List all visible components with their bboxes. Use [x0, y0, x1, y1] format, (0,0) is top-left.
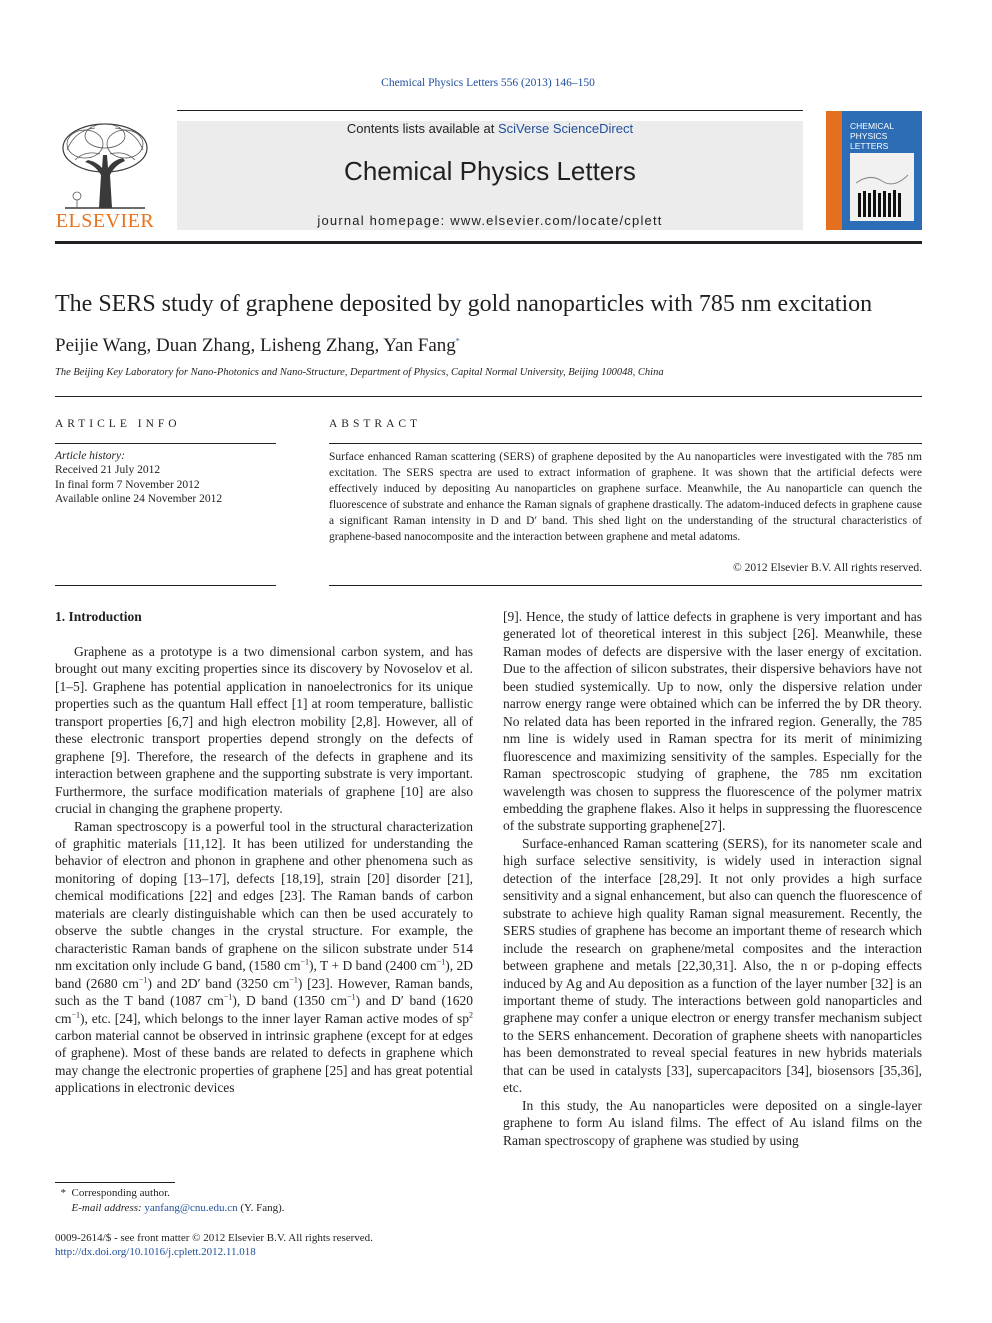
section-heading-introduction: 1. Introduction — [55, 609, 142, 624]
footnote — [55, 1186, 285, 1216]
corresponding-label: Corresponding author. — [71, 1187, 170, 1199]
footnote-mark: * — [60, 1187, 66, 1199]
text-run: ) and D′ band (1620 cm — [55, 993, 473, 1026]
paragraph: In this study, the Au nanoparticles were deposited on a single-layer graphene to form Au island films. The effect of Au island films on the Raman spectroscopy of graphene was studied by using — [503, 1097, 922, 1148]
issn-line: 0009-2614/$ - see front matter © 2012 Elsevier B.V. All rights reserved. — [55, 1232, 373, 1244]
article-info-rule — [55, 443, 276, 444]
contents-line — [177, 121, 803, 136]
sciencedirect-link[interactable]: SciVerse ScienceDirect — [497, 121, 634, 136]
superscript: −1 — [347, 992, 356, 1002]
superscript: −1 — [289, 975, 298, 985]
body-column-right — [503, 608, 922, 1149]
text-run: ), etc. [24], which belongs to the inner layer Raman active modes of sp — [80, 1010, 469, 1026]
abstract-heading: ABSTRACT — [329, 418, 422, 430]
email-label: E-mail address: — [71, 1202, 142, 1214]
header-top-rule — [177, 110, 803, 111]
article-history — [55, 449, 222, 507]
article-title: The SERS study of graphene deposited by gold nanoparticles with 785 nm excitation — [55, 291, 873, 317]
footnote-rule — [55, 1182, 175, 1183]
footnote-email — [55, 1201, 285, 1216]
received-date: Received 21 July 2012 — [55, 464, 161, 477]
superscript: −1 — [223, 992, 233, 1002]
history-label: Article history: — [55, 450, 125, 462]
superscript: 2 — [469, 1010, 473, 1020]
text-run: ), 2D band (2680 cm — [55, 958, 473, 991]
paragraph — [55, 818, 473, 1097]
contents-prefix: Contents lists available at — [346, 121, 498, 136]
cover-title-line: PHYSICS — [850, 131, 888, 141]
authors-text: Peijie Wang, Duan Zhang, Lisheng Zhang, Yan Fang — [55, 335, 456, 356]
journal-citation[interactable]: Chemical Physics Letters 556 (2013) 146–150 — [381, 77, 595, 89]
cover-title-line: LETTERS — [850, 141, 889, 151]
corresponding-author-mark[interactable]: * — [455, 336, 460, 346]
author-list — [55, 335, 460, 357]
paragraph: [9]. Hence, the study of lattice defects in graphene is very important and has generated lot of theoretical interest in this subject [26]. Meanwhile, these Raman modes of defects are dispersive with the laser energy of excitation. Due to the affection of silicon substrates, their dispersive behaviors have not been studied systemically. Up to now, only the dispersive relation under narrow energy range were obtained which can be inferred the by DR theory. No related data has been reported in the infrared region. Generally, the 785 nm line is widely used in Raman spectra for its merit of minimizing fluorescence and maximizing sensitivity of the samples. Especially for the Raman spectroscopic studying of graphene, the 785 nm excitation wavelength was chosen to suppress the fluorescence of the polymer matrix embedding the graphene flakes. Also it helps in suppressing the fluorescence of the substrate supporting graphene[27]. — [503, 609, 922, 834]
article-info-bottom-rule — [55, 585, 276, 586]
bottom-info — [55, 1231, 373, 1259]
tree-icon — [55, 120, 155, 210]
cover-title-line: CHEMICAL — [850, 121, 894, 131]
online-date: Available online 24 November 2012 — [55, 493, 223, 506]
elsevier-wordmark: ELSEVIER — [55, 210, 155, 232]
paragraph: Surface-enhanced Raman scattering (SERS), for its nanometer scale and high surface selective sensitivity, is widely used in interaction signal detection of the interface [28,29]. It not only provides a high surface sensitivity and a signal enhancement, but also can quench the fluorescence of substrate to achieve high quality Raman signal measurement. Recently, the SERS studies of graphene has become an important theme of research which include the research on graphene/metal composites and the interaction between graphene and metals [22,30,31]. Also, the n or p-doping effects induced by Ag and Au deposition as a function of the layer number [32] is an important theme of study. The interactions between gold nanoparticles and graphene may confer a unique electron or energy transfer mechanism subject to the SERS enhancement. Decoration of graphene sheets with nanoparticles has been demonstrated to reveal special features in new hybrids materials that can be used in catalysts [33], supercapacitors [34], biosensors [35,36], etc. — [503, 835, 922, 1096]
journal-cover-thumbnail — [826, 111, 922, 230]
abstract-bottom-rule — [329, 585, 922, 586]
article-info-heading: ARTICLE INFO — [55, 418, 181, 430]
superscript: −1 — [300, 957, 309, 967]
journal-title: Chemical Physics Letters — [344, 156, 636, 186]
body-column-left — [55, 643, 473, 1097]
abstract-rule — [329, 443, 922, 444]
affiliation: The Beijing Key Laboratory for Nano-Photonics and Nano-Structure, Department of Physics, Capital Normal University, Beijing 100048, China — [55, 367, 664, 378]
text-run: ), D band (1350 cm — [232, 993, 348, 1009]
text-run: ) and 2D′ band (3250 cm — [147, 975, 290, 991]
text-run: carbon material cannot be observed in intrinsic graphene (except for at edges of graphene). Most of these bands are related to defects in graphene which may change the electronic properties of graphene [25] and has great potential applications in electronic devices — [55, 1027, 473, 1096]
header-bottom-rule — [55, 241, 922, 244]
email-suffix: (Y. Fang). — [240, 1202, 285, 1214]
abstract-text: Surface enhanced Raman scattering (SERS) of graphene deposited by the Au nanoparticles were investigated with the 785 nm excitation. The SERS spectra are used to extract information of graphene. It was shown that the artificial defects were effectively induced by depositing Au nanoparticles on graphene surface. Meanwhile, the Au nanoparticle can quench the fluorescence of substrate and enhance the Raman signals of graphene drastically. The adatom-induced defects in graphene cause a significant Raman intensity in D and D′ band. This shed light on the understanding of the structural characteristics of graphene-based nanocomposite and the interaction between graphene and metal adatoms. — [329, 451, 922, 543]
text-run: ), T + D band (2400 cm — [308, 958, 437, 974]
cover-side-stripe — [826, 111, 842, 230]
superscript: −1 — [436, 957, 446, 967]
superscript: −1 — [71, 1010, 81, 1020]
abstract-copyright: © 2012 Elsevier B.V. All rights reserved. — [733, 562, 922, 574]
doi-link[interactable]: http://dx.doi.org/10.1016/j.cplett.2012.11.018 — [55, 1246, 256, 1258]
cover-spectrum-icon — [850, 153, 914, 221]
paragraph: Graphene as a prototype is a two dimensional carbon system, and has brought out many exciting properties since its discovery by Novoselov et al. [1–5]. Graphene has potential application in nanoelectronics for its unique properties such as the quantum Hall effect [1] at room temperature, ballistic transport properties [6,7] and high electron mobility [2,8]. However, all of these electronic transport properties depend strongly on the defects of graphene [9]. Therefore, the research of the defects in graphene and its interaction between graphene and the supporting substrate is very important. Furthermore, the surface modification materials of graphene [10] are also crucial in changing the graphene property. — [55, 644, 473, 817]
cover-title — [850, 121, 894, 151]
journal-homepage[interactable]: journal homepage: www.elsevier.com/locate/cplett — [317, 213, 663, 228]
text-run: Raman spectroscopy is a powerful tool in the structural characterization of graphitic materials [11,12]. It has been utilized for understanding the behavior of electron and phonon in graphene and other phenomena such as monitoring of doping [13–17], defects [18,19], strain [20] disorder [21], chemical modifications [22] and edges [23]. The Raman bands of carbon materials are clearly distinguishable which can then be used accurately to observe the subtle changes in the crystal structure. For example, the characteristic Raman bands of graphene on the silicon substrate under 514 nm excitation only include G band, (1580 cm — [55, 818, 473, 974]
text-run: ) [23]. However, Raman bands, such as the T band (1087 cm — [55, 975, 473, 1009]
email-link[interactable]: yanfang@cnu.edu.cn — [144, 1202, 238, 1214]
title-rule — [55, 396, 922, 397]
superscript: −1 — [138, 975, 148, 985]
final-form-date: In final form 7 November 2012 — [55, 478, 200, 491]
cover-figure — [850, 153, 914, 221]
footnote-corresponding — [55, 1186, 285, 1201]
